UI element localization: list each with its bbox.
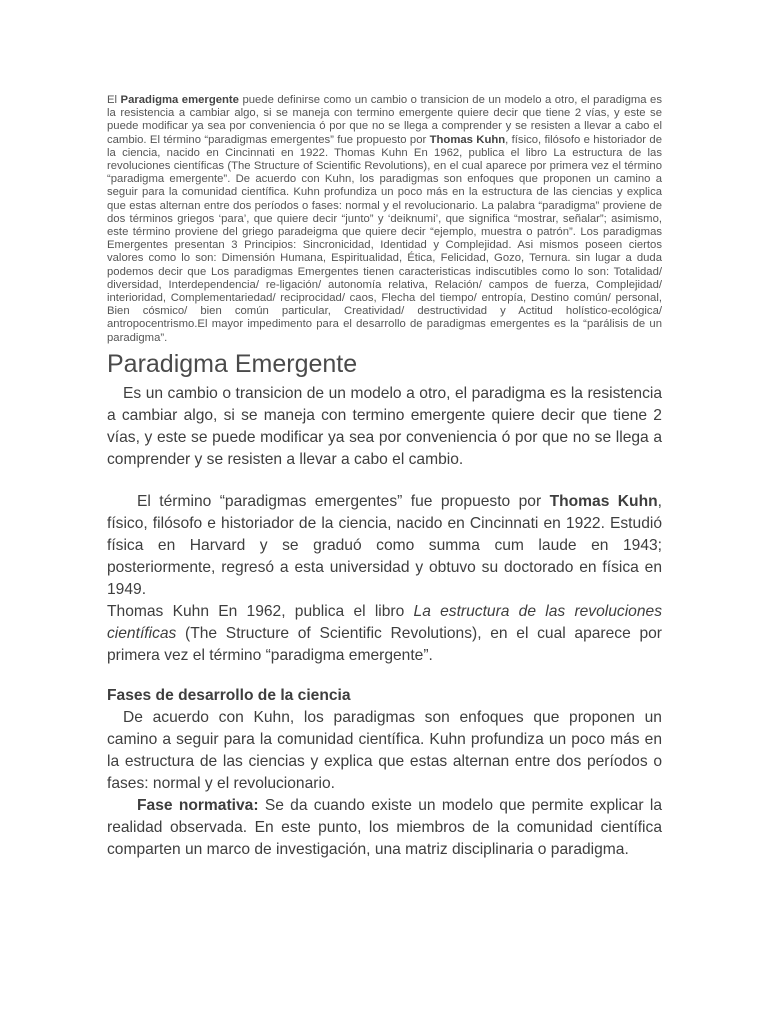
page-title: Paradigma Emergente — [107, 349, 358, 378]
normative-phase-text: Se da cuando existe un modelo que permite explicar la realidad observada. En este punto, los miembros de la comunidad científica comparten un marco de investigación, una matriz disciplinaria o paradigma. — [107, 796, 662, 858]
paragraph-kuhn-bio — [107, 491, 662, 601]
kuhn-bio-text-2: , físico, filósofo e historiador de la ciencia, nacido en Cincinnati en 1922. Estudió física en Harvard y se graduó como summa cum laude en 1943; posteriormente, regresó a esta universidad y obtuvo su doctorado en física en 1949. — [107, 492, 662, 598]
kuhn-bio-author: Thomas Kuhn — [549, 492, 658, 510]
intro-prefix: El — [107, 94, 121, 106]
intro-term: Paradigma emergente — [120, 94, 239, 106]
intro-text-2: , físico, filósofo e historiador de la ciencia, nacido en Cincinnati en 1922. Thomas Kuhn En 1962, publica el libro La estructura de las revoluciones científicas (The Structure of Scientific Revolutions), en el cual aparece por primera vez el término “paradigma emergente”. De acuerdo con Kuhn, los paradigmas son enfoques que proponen un camino a seguir para la comunidad científica. Kuhn profundiza un poco más en la estructura de las ciencias y explica que estas alternan entre dos períodos o fases: normal y el revolucionario. La palabra “paradigma” proviene de dos términos griegos ‘para’, que quiere decir “junto” y ‘deiknumi’, que significa “mostrar, señalar”; asimismo, este término proviene del griego paradeigma que quiere decir “ejemplo, muestra o patrón”. Los paradigmas Emergentes presentan 3 Principios: Sincronicidad, Identidad y Complejidad. Asi mismos poseen ciertos valores como lo son: Dimensión Humana, Espiritualidad, Ética, Felicidad, Gozo, Ternura. sin lugar a duda podemos decir que Los paradigmas Emergentes tienen caracteristicas indiscutibles como lo son: Totalidad/ diversidad, Interdependencia/ re-ligación/ autonomía relativa, Relación/ campos de fuerza, Complejidad/ interioridad, Complementariedad/ reciprocidad/ caos, Flecha del tiempo/ entropía, Destino común/ personal, Bien cósmico/ bien común particular, Creatividad/ destructividad y Actitud holístico-ecológica/ antropocentrismo.El mayor impedimento para el desarrollo de paradigmas emergentes es la “parálisis de un paradigma”. — [107, 133, 662, 344]
paragraph-definition: Es un cambio o transicion de un modelo a otro, el paradigma es la resistencia a cambiar algo, si se maneja con termino emergente quiere decir que tiene 2 vías, y este se puede modificar ya sea por conveniencia ó por que no se llega a comprender y se resisten a llevar a cabo el cambio. — [107, 384, 662, 468]
normative-phase-label: Fase normativa: — [137, 796, 259, 814]
paragraph-phases: De acuerdo con Kuhn, los paradigmas son enfoques que proponen un camino a seguir para la comunidad científica. Kuhn profundiza un poco más en la estructura de las ciencias y explica que estas alternan entre dos períodos o fases: normal y el revolucionario. — [107, 708, 662, 792]
intro-author: Thomas Kuhn — [429, 133, 506, 146]
paragraph-normative-phase — [107, 795, 662, 861]
kuhn-book-text-1: Thomas Kuhn En 1962, publica el libro — [107, 602, 414, 620]
kuhn-book-title: La estructura de las revoluciones científicas — [107, 602, 662, 642]
intro-text-1: puede definirse como un cambio o transicion de un modelo a otro, el paradigma es la resistencia a cambiar algo, si se maneja con termino emergente quiere decir que tiene 2 vías, y este se puede modificar ya sea por conveniencia ó por que no se llega a comprender y se resisten a llevar a cabo el cambio. El término “paradigmas emergentes” fue propuesto por — [107, 94, 662, 146]
document-page — [107, 94, 662, 861]
paragraph-kuhn-book — [107, 601, 662, 667]
kuhn-book-text-2: (The Structure of Scientific Revolutions), en el cual aparece por primera vez el término “paradigma emergente”. — [107, 624, 662, 664]
section-heading: Fases de desarrollo de la ciencia — [107, 686, 351, 704]
intro-paragraph — [107, 94, 662, 345]
kuhn-bio-text-1: El término “paradigmas emergentes” fue propuesto por — [137, 492, 550, 510]
